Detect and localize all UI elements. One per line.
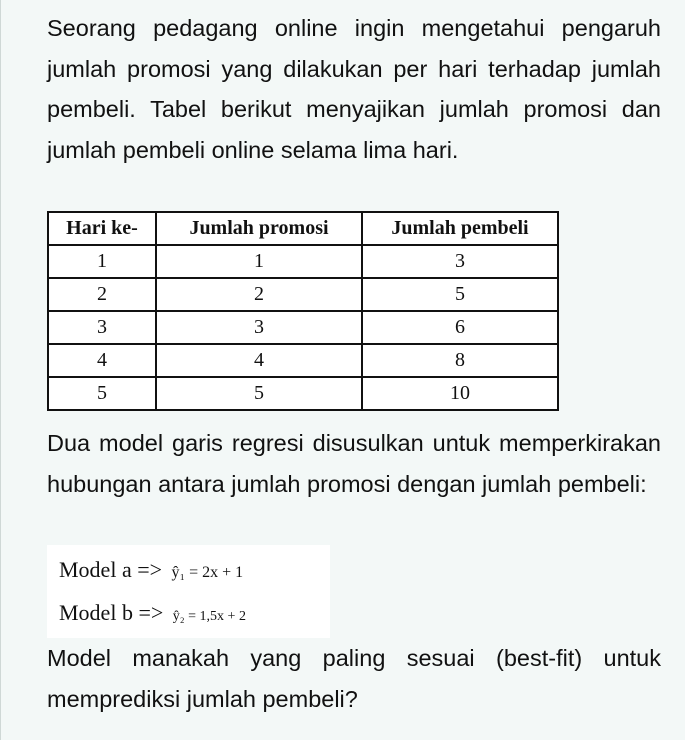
cell-promotions: 1 [156, 245, 362, 278]
cell-promotions: 5 [156, 377, 362, 410]
cell-buyers: 8 [362, 344, 558, 377]
cell-day: 2 [48, 278, 156, 311]
data-table [47, 211, 559, 411]
model-a [59, 557, 243, 583]
model-b-equation: ŷ₂ = 1,5x + 2 [172, 609, 246, 624]
table-header-row [48, 212, 558, 245]
model-a-equation: ŷ₁ = 2x + 1 [171, 564, 244, 581]
cell-promotions: 2 [156, 278, 362, 311]
model-b [59, 600, 246, 626]
cell-buyers: 6 [362, 311, 558, 344]
cell-promotions: 3 [156, 311, 362, 344]
table-row [48, 377, 558, 410]
cell-day: 3 [48, 311, 156, 344]
table-row [48, 278, 558, 311]
cell-buyers: 10 [362, 377, 558, 410]
question-paragraph: Model manakah yang paling sesuai (best-fit) untuk memprediksi jumlah pembeli? [47, 645, 661, 712]
model-equations-box [47, 545, 330, 638]
table-row [48, 311, 558, 344]
model-b-label: Model b => [59, 600, 164, 625]
table-row [48, 344, 558, 377]
table-row [48, 245, 558, 278]
cell-buyers: 5 [362, 278, 558, 311]
cell-day: 5 [48, 377, 156, 410]
model-a-label: Model a => [59, 557, 163, 582]
cell-day: 1 [48, 245, 156, 278]
models-intro-paragraph: Dua model garis regresi disusulkan untuk memperkirakan hubungan antara jumlah promosi dengan jumlah pembeli: [47, 430, 661, 497]
header-promotions: Jumlah promosi [156, 212, 362, 245]
cell-day: 4 [48, 344, 156, 377]
intro-paragraph: Seorang pedagang online ingin mengetahui pengaruh jumlah promosi yang dilakukan per hari terhadap jumlah pembeli. Tabel berikut menyajikan jumlah promosi dan jumlah pembeli online selama lima hari. [47, 15, 661, 163]
header-buyers: Jumlah pembeli [362, 212, 558, 245]
cell-promotions: 4 [156, 344, 362, 377]
header-day: Hari ke- [48, 212, 156, 245]
cell-buyers: 3 [362, 245, 558, 278]
